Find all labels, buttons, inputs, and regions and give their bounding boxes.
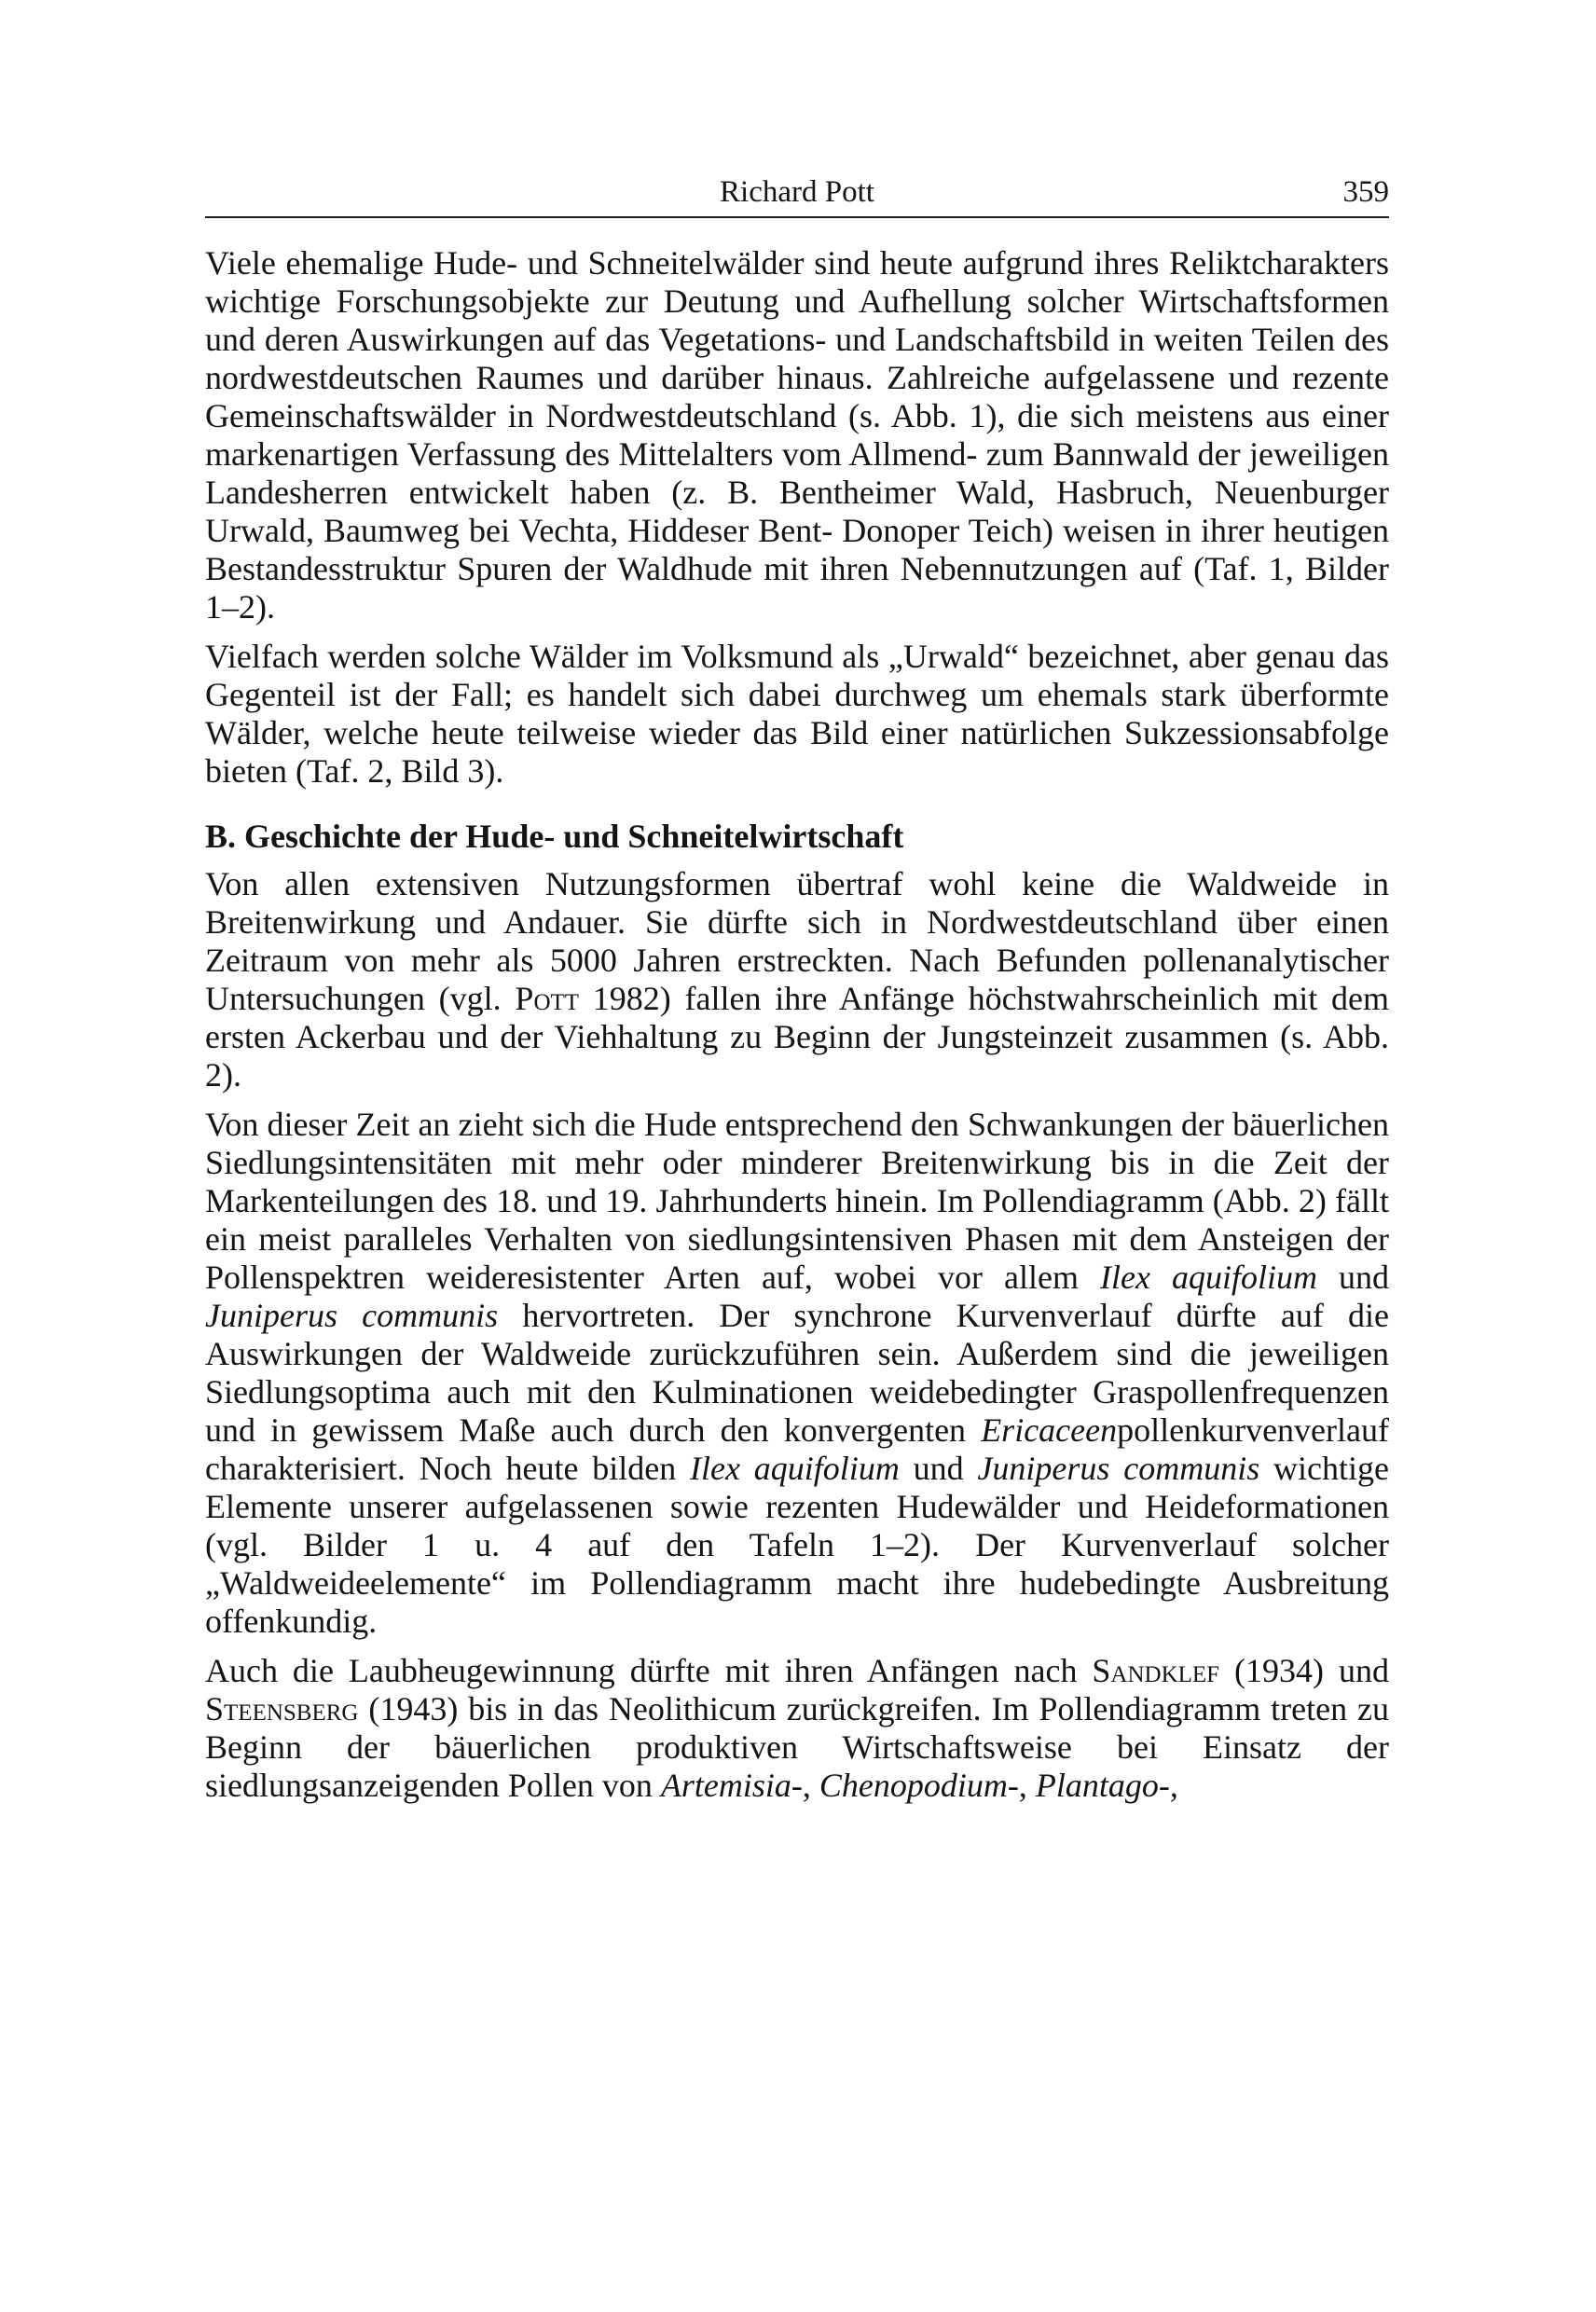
- text-run: 1982) fallen ihre Anfänge höchstwahrscheinlich mit dem ersten Ackerbau und der Viehhaltung zu Beginn der Jungsteinzeit zusammen (s. Abb. 2).: [205, 980, 1389, 1094]
- text-run: ,: [1169, 1767, 1178, 1804]
- text-run: (1943) bis in das Neolithicum zurückgreifen. Im Pollendiagramm treten zu Beginn der bäuerlichen produktiven Wirtschaftsweise bei Einsatz der siedlungsanzeigenden Pollen von: [205, 1690, 1389, 1804]
- body-text: [205, 244, 1389, 1805]
- paragraph-hude-history: [205, 1106, 1389, 1641]
- paragraph-waldweide: [205, 865, 1389, 1094]
- text-run: pollenkurvenverlauf charakterisiert. Noch heute bilden: [205, 1411, 1389, 1487]
- text-run: Von allen extensiven Nutzungsformen übertraf wohl keine die Waldweide in Breitenwirkung und Andauer. Sie dürfte sich in Nordwestdeutschland über einen Zeitraum von mehr als 5000 Jahren erstreckten. Nach Befunden pollenanalytischer Untersuchungen (vgl.: [205, 865, 1389, 1017]
- text-run: hervortreten. Der synchrone Kurvenverlauf dürfte auf die Auswirkungen der Waldweide zurückzuführen sein. Außerdem sind die jeweiligen Siedlungsoptima auch mit den Kulminationen weidebedingter Graspollenfrequenzen und in gewissem Maße auch durch den konvergenten: [205, 1297, 1389, 1449]
- text-run: (1934) und: [1219, 1652, 1389, 1689]
- author-name-pott: Pott: [515, 980, 580, 1017]
- text-run: Auch die Laubheugewinnung dürfte mit ihren Anfängen nach: [205, 1652, 1093, 1689]
- running-head-author: Richard Pott: [720, 175, 874, 209]
- page-number: 359: [1342, 175, 1389, 209]
- author-name-sandklef: Sandklef: [1092, 1652, 1220, 1689]
- section-heading: B. Geschichte der Hude- und Schneitelwirtschaft: [205, 818, 904, 855]
- text-run: Von dieser Zeit an zieht sich die Hude entsprechend den Schwankungen der bäuerlichen Siedlungsintensitäten mit mehr oder minderer Breitenwirkung bis in die Zeit der Markenteilungen des 18. und 19. Jahrhunderts hinein. Im Pollendiagramm (Abb. 2) fällt ein meist paralleles Verhalten von siedlungsintensiven Phasen mit dem Ansteigen der Pollenspektren weideresistenter Arten auf, wobei vor allem: [205, 1106, 1389, 1296]
- running-head: [205, 168, 1389, 218]
- text-run: und: [1316, 1259, 1390, 1296]
- taxon-plantago: Plantago-: [1035, 1767, 1170, 1804]
- species-juniperus: Juniperus communis: [205, 1297, 499, 1334]
- paragraph-laubheu: [205, 1652, 1389, 1805]
- species-juniperus: Juniperus communis: [977, 1450, 1260, 1487]
- taxon-chenopodium: Chenopodium-: [819, 1767, 1019, 1804]
- paragraph-relict-forests: Viele ehemalige Hude- und Schneitelwälder sind heute aufgrund ihres Reliktcharakters wichtige Forschungsobjekte zur Deutung und Aufhellung solcher Wirtschaftsformen und deren Auswirkungen auf das Vegetations- und Landschaftsbild in weiten Teilen des nordwestdeutschen Raumes und darüber hinaus. Zahlreiche aufgelassene und rezente Gemeinschaftswälder in Nordwestdeutschland (s. Abb. 1), die sich meistens aus einer markenartigen Verfassung des Mittelalters vom Allmend- zum Bannwald der jeweiligen Landesherren entwickelt haben (z. B. Bentheimer Wald, Hasbruch, Neuenburger Urwald, Baumweg bei Vechta, Hiddeser Bent- Donoper Teich) weisen in ihrer heutigen Bestandesstruktur Spuren der Waldhude mit ihren Nebennutzungen auf (Taf. 1, Bilder 1–2).: [205, 244, 1389, 626]
- species-ilex: Ilex aquifolium: [690, 1450, 900, 1487]
- taxon-ericaceen: Ericaceen: [981, 1411, 1118, 1449]
- paragraph-urwald: Vielfach werden solche Wälder im Volksmund als „Urwald“ bezeichnet, aber genau das Gegenteil ist der Fall; es handelt sich dabei durchweg um ehemals stark überformte Wälder, welche heute teilweise wieder das Bild einer natürlichen Sukzessionsabfolge bieten (Taf. 2, Bild 3).: [205, 638, 1389, 790]
- text-run: und: [899, 1450, 978, 1487]
- author-name-steensberg: Steensberg: [205, 1690, 359, 1727]
- text-run: ,: [1018, 1767, 1036, 1804]
- book-page: [205, 168, 1389, 1805]
- taxon-artemisia: Artemisia-: [660, 1767, 803, 1804]
- text-run: ,: [802, 1767, 819, 1804]
- species-ilex: Ilex aquifolium: [1099, 1259, 1317, 1296]
- text-run: wichtige Elemente unserer aufgelassenen sowie rezenten Hudewälder und Heideformationen (vgl. Bilder 1 u. 4 auf den Tafeln 1–2). Der Kurvenverlauf solcher „Waldweideelemente“ im Pollendiagramm macht ihre hudebedingte Ausbreitung offenkundig.: [205, 1450, 1389, 1640]
